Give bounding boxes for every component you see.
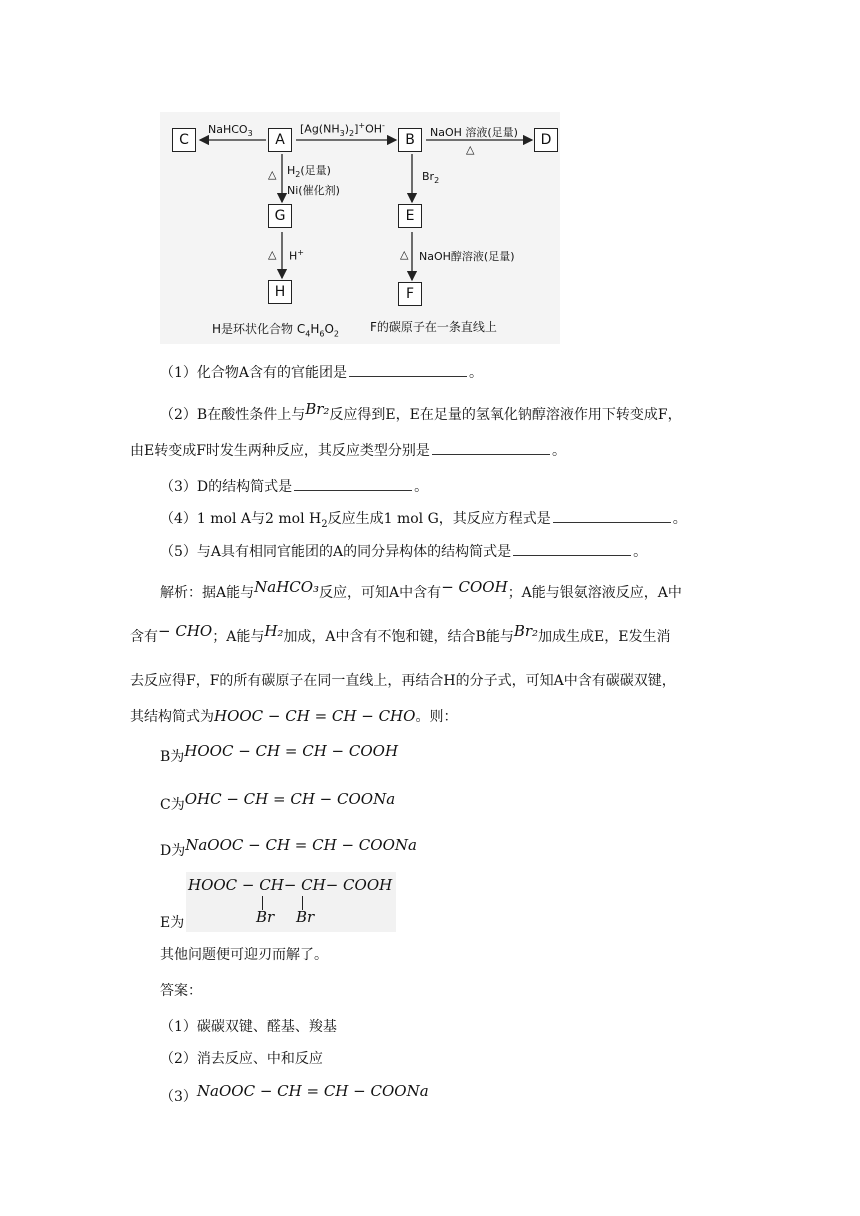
formula-cooh: − COOH xyxy=(441,578,508,596)
formula-nahco3: NaHCO₃ xyxy=(254,578,320,596)
answer-3: （3）NaOOC − CH = CH − COONa xyxy=(160,1082,429,1105)
compound-d-box: D xyxy=(534,128,558,152)
compound-g-box: G xyxy=(268,204,292,228)
formula-e-structure xyxy=(186,872,396,932)
formula-br2: Br₂ xyxy=(305,400,330,418)
formula-d: NaOOC − CH = CH − COONa xyxy=(185,836,417,854)
analysis-e xyxy=(160,872,400,936)
analysis-line-2: 含有− CHO；A能与H₂加成，A中含有不饱和键，结合B能与Br₂加成生成E，E发生消 xyxy=(130,622,671,645)
label-e-to-f-reagent: NaOH醇溶液(足量) xyxy=(419,250,515,263)
analysis-b: B为HOOC − CH = CH − COOH xyxy=(160,742,399,765)
analysis-line-3: 去反应得F，F的所有碳原子在同一直线上，再结合H的分子式，可知A中含有碳碳双键， xyxy=(130,673,676,689)
label-g-to-h-heat: △ xyxy=(268,248,277,261)
question-4: （4）1 mol A与2 mol $H_2$反应生成1 mol G，其反应方程式是 。 xyxy=(160,508,687,530)
question-2-line-2: 由E转变成F时发生两种反应，其反应类型分别是 。 xyxy=(130,440,566,460)
formula-e-br-1: Br xyxy=(256,908,275,926)
note-h-cyclic: H是环状化合物 $C_4H_6O_2$ xyxy=(212,322,339,339)
e-label: E为 xyxy=(160,915,185,931)
compound-e-box: E xyxy=(398,204,422,228)
answer-blank xyxy=(432,440,550,455)
answer-blank xyxy=(294,476,412,491)
answer-blank xyxy=(513,541,631,556)
scheme-arrows xyxy=(160,112,560,344)
analysis-c: C为OHC − CH = CH − COONa xyxy=(160,790,396,813)
reaction-scheme-diagram xyxy=(160,112,560,344)
label-a-to-b: $[Ag(NH_3)_2]^+OH^-$ xyxy=(300,121,385,138)
label-a-to-g-heat: △ xyxy=(268,168,277,181)
label-g-to-h-acid: H+ xyxy=(289,248,304,263)
answer-blank xyxy=(349,362,467,377)
analysis-line-1: 解析：据A能与NaHCO₃反应，可知A中含有− COOH；A能与银氨溶液反应，A中 xyxy=(160,578,682,601)
answer-2: （2）消去反应、中和反应 xyxy=(160,1051,323,1067)
label-b-to-d-heat: △ xyxy=(466,143,475,156)
formula-c: OHC − CH = CH − COONa xyxy=(184,790,396,808)
label-a-to-c: NaHCO$_3$ xyxy=(208,123,253,139)
answer-1: （1）碳碳双键、醛基、羧基 xyxy=(160,1019,337,1035)
answer-blank xyxy=(553,508,671,523)
answers-title: 答案： xyxy=(160,983,202,999)
formula-cho: − CHO xyxy=(158,622,213,640)
compound-f-box: F xyxy=(398,282,422,306)
formula-e-br-2: Br xyxy=(296,908,315,926)
analysis-line-4: 其结构简式为HOOC − CH = CH − CHO。则： xyxy=(130,707,458,725)
label-e-to-f-heat: △ xyxy=(400,248,409,261)
question-1: （1）化合物A含有的官能团是 。 xyxy=(160,362,483,382)
question-3: （3）D的结构简式是 。 xyxy=(160,476,428,496)
formula-br2: Br₂ xyxy=(513,622,539,640)
formula-answer-3: NaOOC − CH = CH − COONa xyxy=(196,1082,429,1100)
compound-h-box: H xyxy=(268,280,292,304)
label-b-to-d-reagent: NaOH 溶液(足量) xyxy=(430,126,518,139)
question-2-line-1: （2）B在酸性条件上与Br₂反应得到E，E在足量的氢氧化钠醇溶液作用下转变成F， xyxy=(160,400,682,423)
label-b-to-e: $Br_2$ xyxy=(422,170,440,186)
label-a-to-g-h2: $H_2$(足量) xyxy=(287,164,331,180)
compound-c-box: C xyxy=(172,128,196,152)
compound-b-box: B xyxy=(398,128,422,152)
formula-h2: H₂ xyxy=(264,622,284,640)
formula-a: HOOC − CH = CH − CHO xyxy=(214,707,416,725)
compound-a-box: A xyxy=(268,128,292,152)
analysis-conclusion: 其他问题便可迎刃而解了。 xyxy=(160,947,328,963)
label-a-to-g-catalyst: Ni(催化剂) xyxy=(287,184,340,197)
question-5: （5）与A具有相同官能团的A的同分异构体的结构简式是 。 xyxy=(160,541,647,561)
formula-e-main: HOOC − CH− CH− COOH xyxy=(188,876,393,894)
analysis-d: D为NaOOC − CH = CH − COONa xyxy=(160,836,417,859)
note-f-linear: F的碳原子在一条直线上 xyxy=(370,320,497,334)
formula-b: HOOC − CH = CH − COOH xyxy=(184,742,399,760)
